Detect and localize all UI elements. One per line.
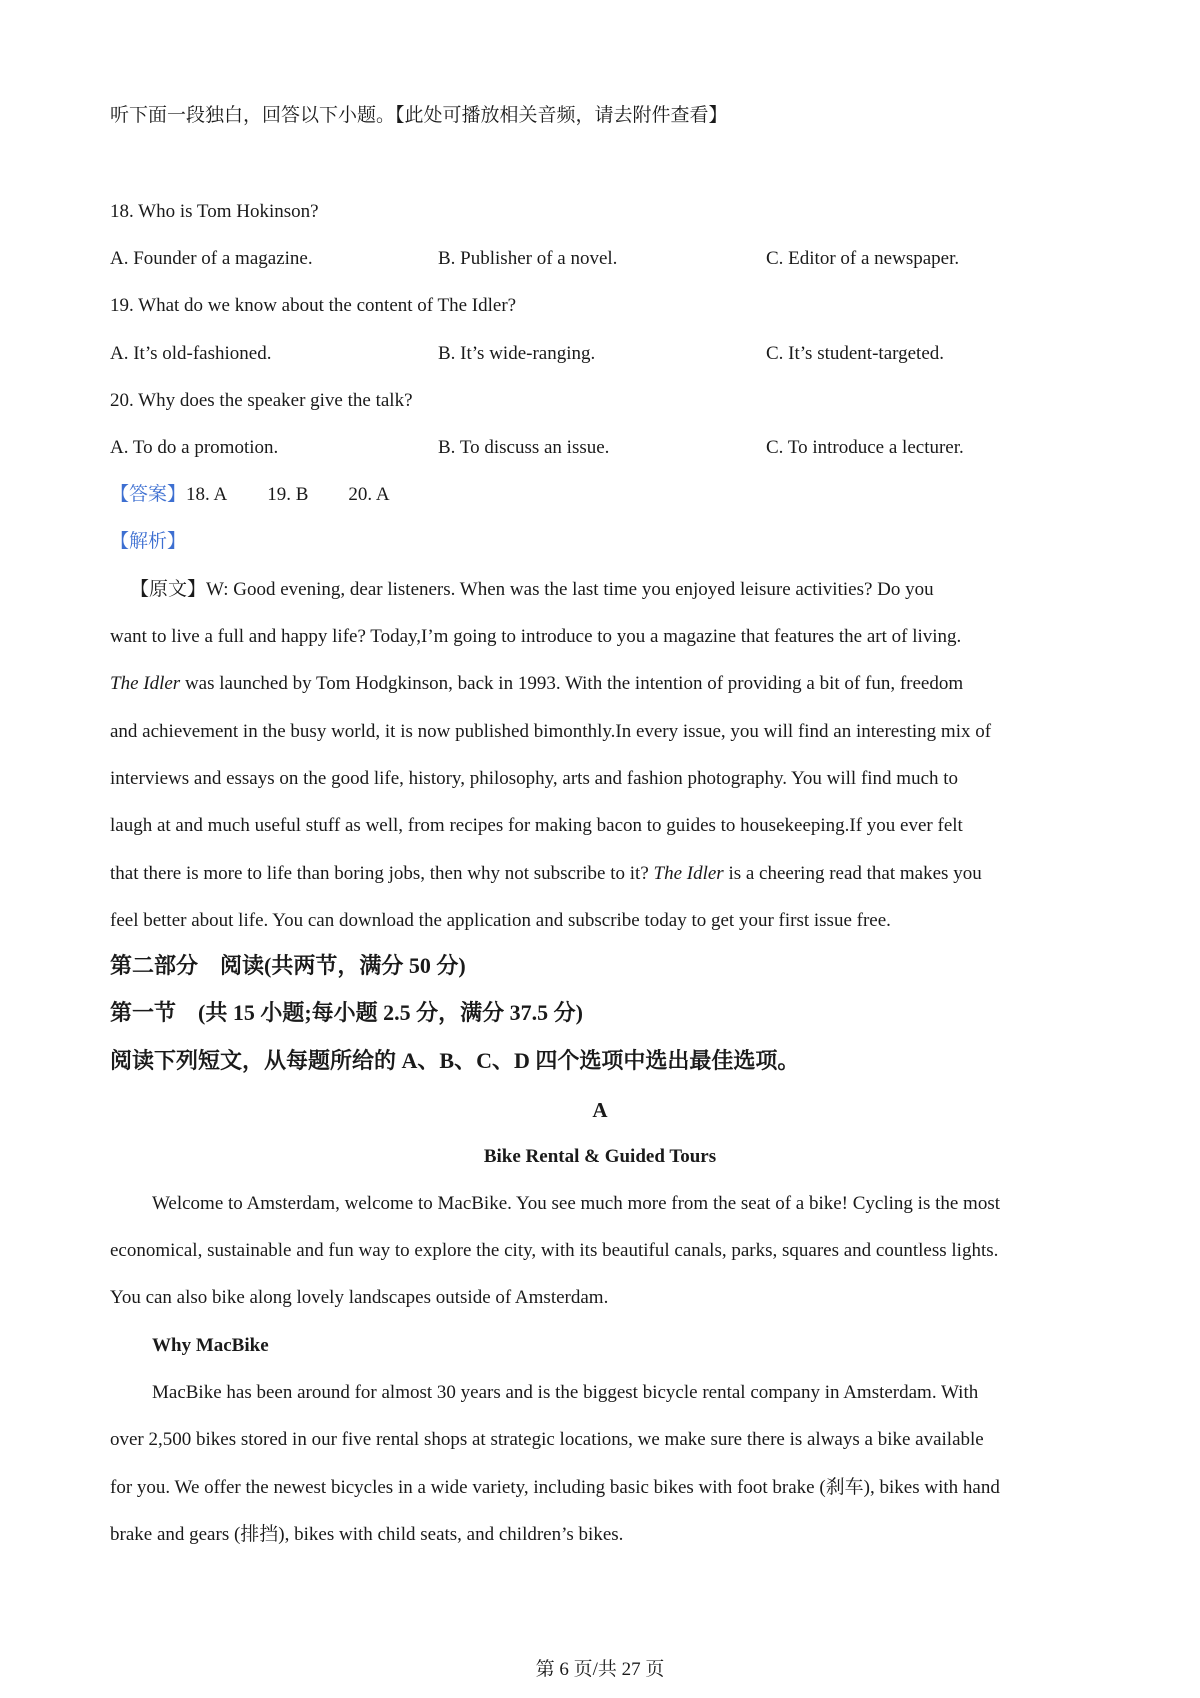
transcript-text: is a cheering read that makes you [723,863,982,884]
question-18: 18. Who is Tom Hokinson? [110,201,319,222]
passage-p2-line-3: for you. We offer the newest bicycles in a wide variety, including basic bikes with foot brake (刹车), bikes with hand [110,1477,1000,1498]
answer-line [110,481,390,509]
transcript-text: W: Good evening, dear listeners. When was the last time you enjoyed leisure activities? Do you [206,579,934,600]
passage-p1-line-2: economical, sustainable and fun way to explore the city, with its beautiful canals, parks, squares and countless lights. [110,1240,999,1261]
passage-p1-line-1: Welcome to Amsterdam, welcome to MacBike. You see much more from the seat of a bike! Cycling is the most [152,1193,1001,1214]
magazine-title: The Idler [110,673,181,694]
page-number: 第 6 页/共 27 页 [535,1659,665,1680]
subheading-why-macbike: Why MacBike [152,1335,269,1356]
transcript-line-6: laugh at and much useful stuff as well, from recipes for making bacon to guides to housekeeping.If you ever felt [110,815,963,836]
part-two-heading: 第二部分 阅读(共两节，满分 50 分) [110,953,466,978]
question-19-option-b: B. It’s wide-ranging. [438,343,596,364]
transcript-line-5: interviews and essays on the good life, history, philosophy, arts and fashion photography. You will find much to [110,768,959,789]
analysis-label: 【解析】 [110,531,187,552]
transcript-line-8: feel better about life. You can download the application and subscribe today to get your first issue free. [110,910,891,931]
passage-p2-line-4: brake and gears (排挡), bikes with child seats, and children’s bikes. [110,1524,624,1545]
transcript-line-1 [130,576,934,604]
transcript-line-4: and achievement in the busy world, it is now published bimonthly.In every issue, you will find an interesting mix of [110,721,992,742]
transcript-text: was launched by Tom Hodgkinson, back in 1993. With the intention of providing a bit of fun, freedom [180,673,964,694]
answer-20: 20. A [348,484,390,505]
answer-label: 【答案】 [110,484,187,505]
passage-p1-line-3: You can also bike along lovely landscapes outside of Amsterdam. [110,1287,609,1308]
transcript-line-2: want to live a full and happy life? Today,I’m going to introduce to you a magazine that features the art of living. [110,626,962,647]
magazine-title: The Idler [653,863,724,884]
question-20: 20. Why does the speaker give the talk? [110,390,413,411]
transcript-text: that there is more to life than boring jobs, then why not subscribe to it? [110,863,654,884]
passage-title: Bike Rental & Guided Tours [483,1146,717,1167]
transcript-line-7 [110,860,982,888]
transcript-line-3 [110,670,963,698]
answer-18: 18. A [186,484,228,505]
question-20-option-a: A. To do a promotion. [110,437,279,458]
passage-letter: A [592,1098,608,1122]
question-19-option-a: A. It’s old-fashioned. [110,343,272,364]
question-18-option-a: A. Founder of a magazine. [110,248,313,269]
passage-p2-line-1: MacBike has been around for almost 30 years and is the biggest bicycle rental company in Amsterdam. With [152,1382,979,1403]
question-19: 19. What do we know about the content of The Idler? [110,295,517,316]
question-19-option-c: C. It’s student-targeted. [766,343,945,364]
listening-instruction: 听下面一段独白，回答以下小题。【此处可播放相关音频，请去附件查看】 [110,105,728,126]
reading-instruction: 阅读下列短文，从每题所给的 A、B、C、D 四个选项中选出最佳选项。 [110,1048,800,1073]
transcript-label: 【原文】 [130,579,207,600]
passage-p2-line-2: over 2,500 bikes stored in our five rental shops at strategic locations, we make sure there is always a bike available [110,1429,984,1450]
question-18-option-c: C. Editor of a newspaper. [766,248,960,269]
question-18-option-b: B. Publisher of a novel. [438,248,618,269]
question-20-option-c: C. To introduce a lecturer. [766,437,964,458]
question-20-option-b: B. To discuss an issue. [438,437,610,458]
answer-19: 19. B [267,484,309,505]
section-one-heading: 第一节 (共 15 小题;每小题 2.5 分，满分 37.5 分) [110,1000,583,1025]
